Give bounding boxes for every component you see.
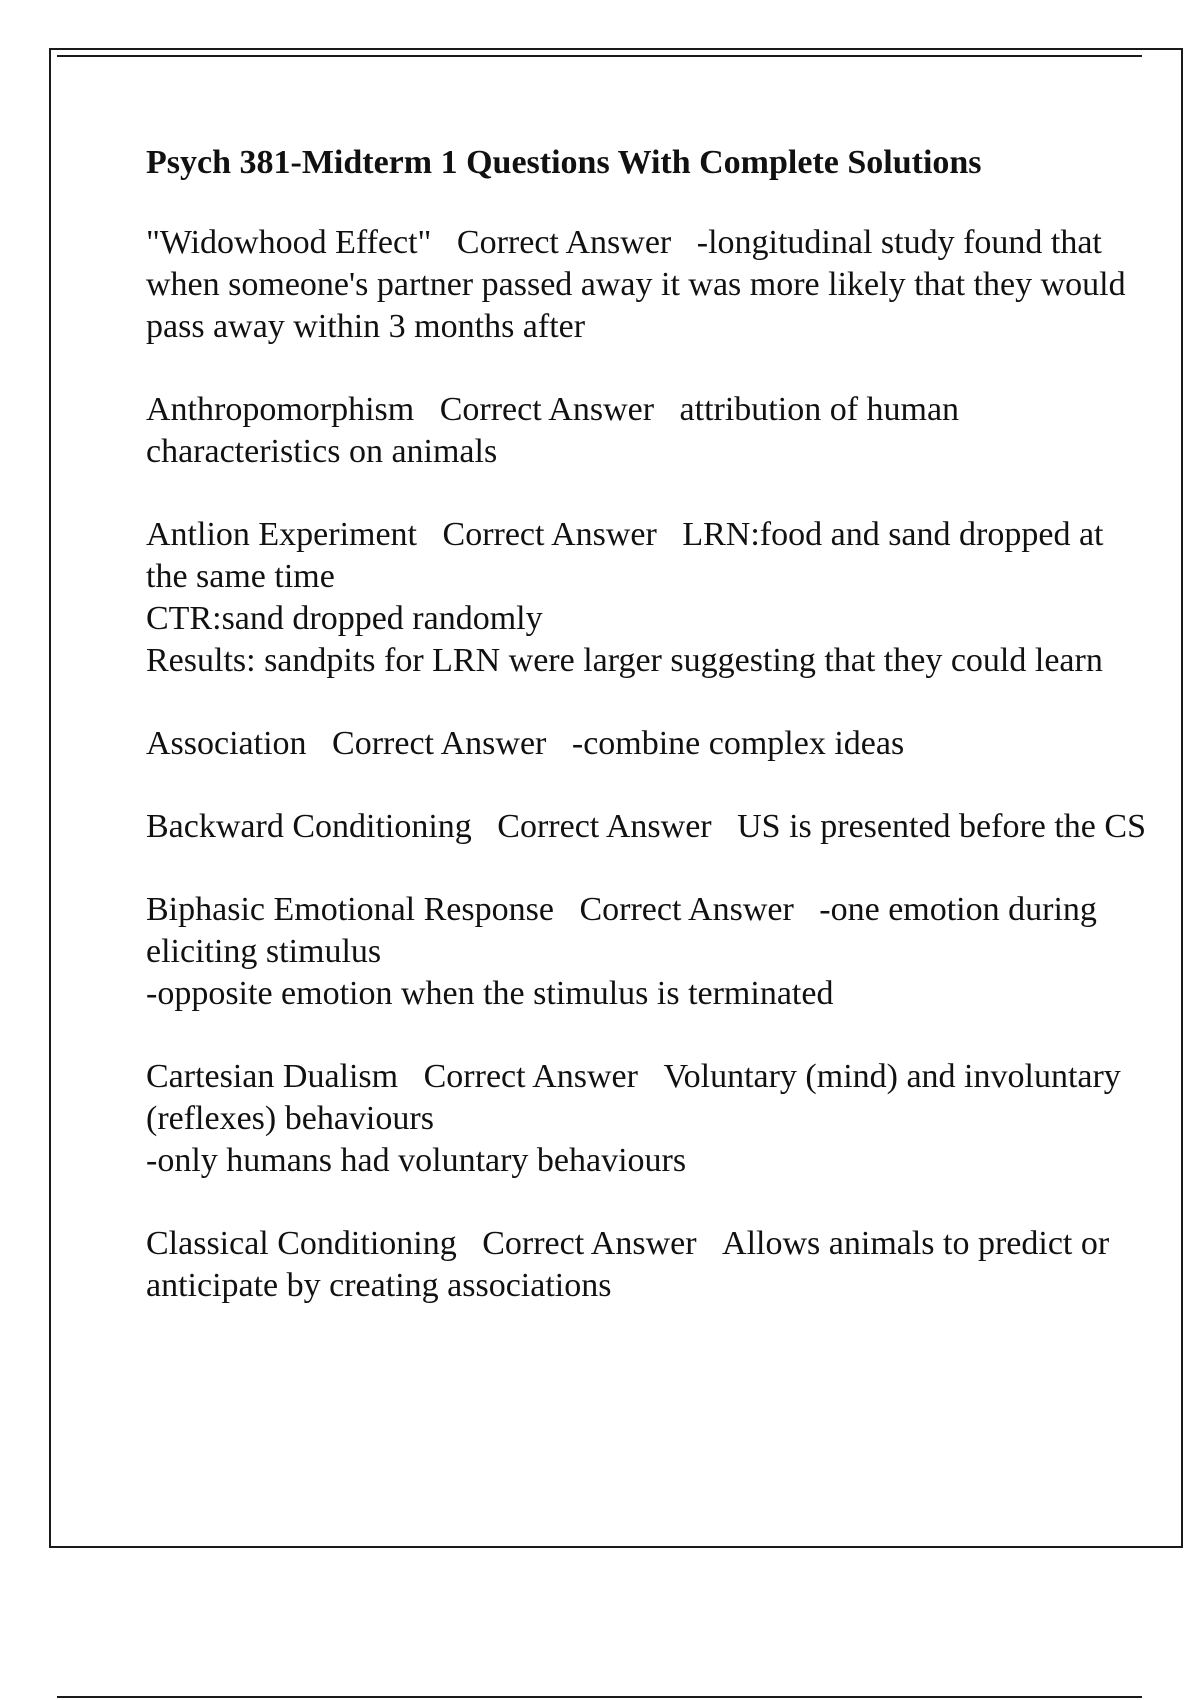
document-body: [146, 142, 1146, 1348]
qa-entry: [146, 889, 1146, 1015]
qa-answer: -longitudinal study found that when someone's partner passed away it was more likely that they would pass away within 3 months after: [146, 224, 1135, 345]
qa-answer-line: -opposite emotion when the stimulus is terminated: [146, 975, 834, 1012]
qa-term: Biphasic Emotional Response: [146, 891, 554, 928]
qa-entry: [146, 514, 1146, 682]
qa-term: "Widowhood Effect": [146, 224, 432, 261]
qa-entry: [146, 222, 1146, 348]
qa-answer: Allows animals to predict or anticipate by creating associations: [146, 1225, 1118, 1304]
qa-term: Cartesian Dualism: [146, 1058, 399, 1095]
qa-term: Classical Conditioning: [146, 1225, 457, 1262]
qa-answer: LRN:food and sand dropped at the same time: [146, 516, 1112, 595]
qa-answer: attribution of human characteristics on animals: [146, 391, 968, 470]
qa-term: Anthropomorphism: [146, 391, 415, 428]
qa-answer-line: -only humans had voluntary behaviours: [146, 1142, 687, 1179]
bottom-rule: [57, 1696, 1142, 1698]
qa-term: Association: [146, 725, 307, 762]
qa-separator: Correct Answer: [332, 725, 547, 762]
qa-separator: Correct Answer: [497, 808, 712, 845]
qa-term: Backward Conditioning: [146, 808, 472, 845]
qa-separator: Correct Answer: [456, 224, 672, 261]
qa-term: Antlion Experiment: [146, 516, 418, 553]
qa-answer-line: CTR:sand dropped randomly: [146, 600, 543, 637]
qa-entry: [146, 806, 1146, 848]
qa-entry: [146, 723, 1146, 765]
qa-entry: [146, 389, 1146, 473]
qa-entry: [146, 1056, 1146, 1182]
qa-answer: Voluntary (mind) and involuntary (reflexes) behaviours: [146, 1058, 1130, 1137]
top-double-rule: [57, 55, 1142, 57]
qa-answer-line: Results: sandpits for LRN were larger suggesting that they could learn: [146, 642, 1103, 679]
qa-separator: Correct Answer: [423, 1058, 638, 1095]
qa-separator: Correct Answer: [482, 1225, 697, 1262]
qa-separator: Correct Answer: [442, 516, 657, 553]
qa-answer: US is presented before the CS: [737, 808, 1146, 845]
qa-separator: Correct Answer: [439, 391, 655, 428]
qa-answer: -one emotion during eliciting stimulus: [146, 891, 1106, 970]
qa-entry: [146, 1223, 1146, 1307]
document-title: Psych 381-Midterm 1 Questions With Complete Solutions: [146, 144, 982, 181]
qa-answer: -combine complex ideas: [571, 725, 905, 762]
qa-separator: Correct Answer: [579, 891, 794, 928]
